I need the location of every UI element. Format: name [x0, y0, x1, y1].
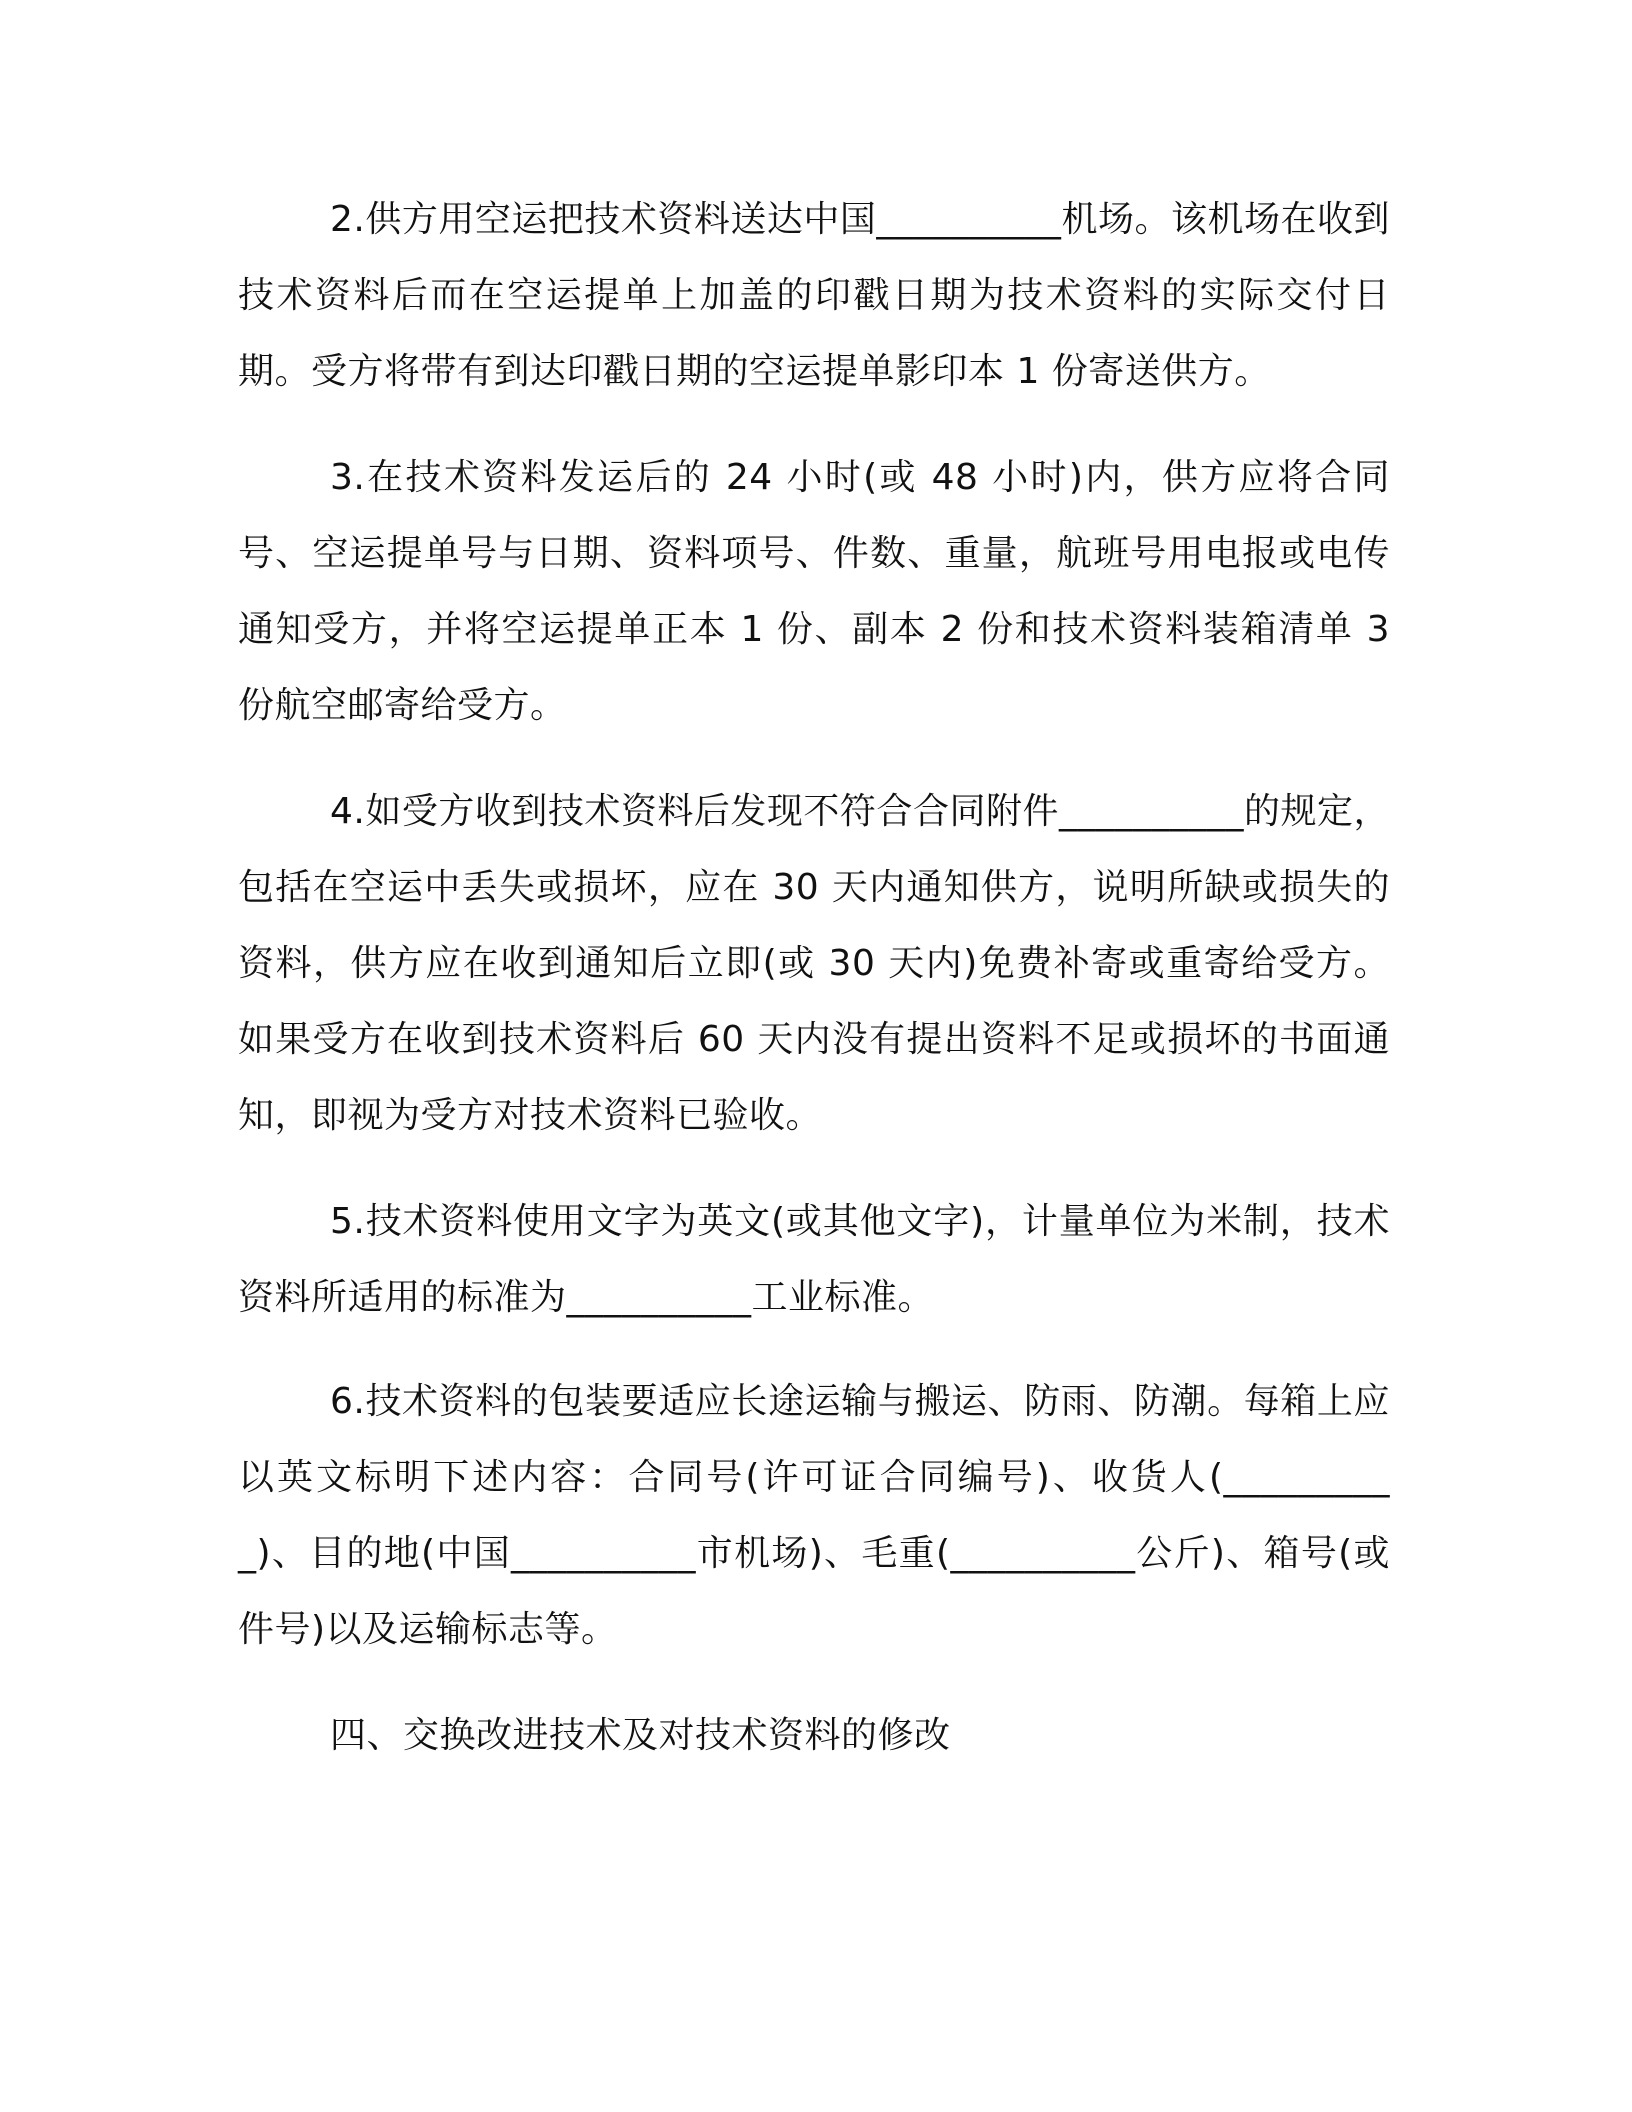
- section-heading: 四、交换改进技术及对技术资料的修改: [330, 1715, 951, 1756]
- clause-4-paragraph: 4.如受方收到技术资料后发现不符合合同附件__________的规定，包括在空运中丢失或损坏，应在 30 天内通知供方，说明所缺或损失的资料，供方应在收到通知后立即(或 30 天内)免费补寄或重寄给受方。如果受方在收到技术资料后 60 天内没有提出资料不足或损坏的书面通知，即视为受方对技术资料已验收。: [238, 791, 1390, 1136]
- clause-5-paragraph: 5.技术资料使用文字为英文(或其他文字)，计量单位为米制，技术资料所适用的标准为__________工业标准。: [238, 1201, 1390, 1318]
- clause-3-paragraph: 3.在技术资料发运后的 24 小时(或 48 小时)内，供方应将合同号、空运提单号与日期、资料项号、件数、重量，航班号用电报或电传通知受方，并将空运提单正本 1 份、副本 2 份和技术资料装箱清单 3 份航空邮寄给受方。: [238, 457, 1390, 726]
- clause-6-paragraph: 6.技术资料的包装要适应长途运输与搬运、防雨、防潮。每箱上应以英文标明下述内容：合同号(许可证合同编号)、收货人(__________)、目的地(中国__________市机场)、毛重(__________公斤)、箱号(或件号)以及运输标志等。: [238, 1381, 1390, 1650]
- clause-2-paragraph: 2.供方用空运把技术资料送达中国__________机场。该机场在收到技术资料后而在空运提单上加盖的印戳日期为技术资料的实际交付日期。受方将带有到达印戳日期的空运提单影印本 1 份寄送供方。: [238, 199, 1390, 392]
